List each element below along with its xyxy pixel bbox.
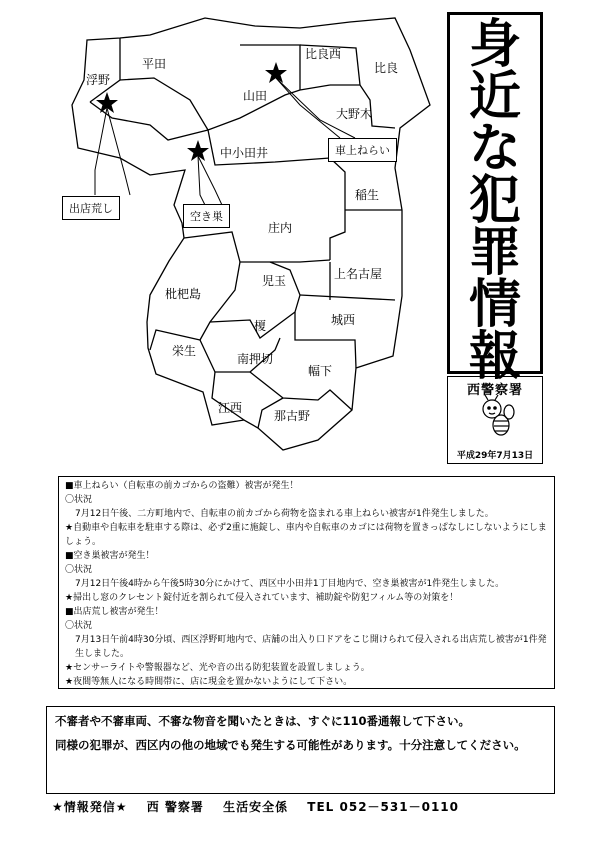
prevention-tip: ★夜間等無人になる時間帯に、店に現金を置かないようにして下さい。	[65, 677, 353, 687]
title-char: 犯	[468, 171, 521, 231]
footer-section: 生活安全係	[223, 800, 289, 814]
incident-description: 7月12日午後、二方町地内で、自転車の前カゴから荷物を盗まれる車上ねらい被害が1件発生しました。	[75, 509, 494, 519]
district-nakaotai: 中小田井	[220, 146, 269, 160]
district-josei: 城西	[331, 313, 356, 327]
status-label: 〇状況	[65, 495, 93, 505]
district-biwajima: 枇杷島	[165, 287, 202, 301]
prevention-tip: ★センサーライトや警報器など、光や音の出る防犯装置を設置しましょう。	[65, 663, 370, 673]
station-name: 西警察署	[466, 383, 523, 398]
district-eisei: 栄生	[172, 344, 197, 358]
district-kodama: 児玉	[262, 274, 287, 288]
district-konishi: 江西	[218, 401, 243, 415]
district-shonai: 庄内	[268, 221, 293, 235]
footer	[52, 798, 552, 815]
district-hira: 比良	[374, 61, 399, 75]
footer-tel: TEL 052－531－0110	[307, 800, 460, 814]
title-char: な	[468, 119, 521, 179]
incident-description: 7月13日午前4時30分頃、西区浮野町地内で、店舗の出入り口ドアをこじ開けられて侵入される出店荒し被害が1件発生しました。	[75, 635, 547, 659]
prevention-tip: ★掃出し窓のクレセント錠付近を割られて侵入されています、補助錠や防犯フィルム等の対策を！	[65, 593, 459, 603]
district-hanaguruma: 榎	[254, 319, 267, 333]
issue-date: 平成29年7月13日	[456, 451, 534, 461]
district-nanyo: 南押切	[237, 352, 274, 366]
title-char: 罪	[468, 223, 521, 283]
district-hiraseinishi: 比良西	[305, 47, 342, 61]
title-char: 近	[468, 67, 521, 127]
district-habashita: 幅下	[308, 364, 333, 378]
notice-box	[46, 706, 555, 794]
district-yamada: 山田	[243, 89, 268, 103]
status-label: 〇状況	[65, 621, 93, 631]
district-nagono: 那古野	[274, 409, 311, 423]
incident-details	[58, 476, 555, 689]
incident-star-shatenerai	[265, 62, 287, 83]
title-char: 身	[468, 15, 521, 75]
footer-issuer: ★情報発信★	[52, 800, 128, 814]
incident-heading: ■出店荒し被害が発生！	[65, 607, 164, 617]
station-badge	[447, 376, 543, 464]
incident-description: 7月12日午後4時から午後5時30分にかけて、西区中小田井1丁目地内で、空き巣被害が1件発生しました。	[75, 579, 505, 589]
district-map	[0, 0, 440, 470]
district-onogi: 大野木	[336, 107, 373, 121]
prevention-tip: ★自動車や自転車を駐車する際は、必ず2重に施錠し、車内や自転車のカゴには荷物を置きっぱなしにしないようにしましょう。	[65, 523, 547, 547]
title-box	[447, 12, 543, 387]
district-kaminagoya: 上名古屋	[334, 267, 383, 281]
district-inafu: 稲生	[355, 188, 380, 202]
callout-shatenerai: 車上ねらい	[328, 138, 397, 162]
status-label: 〇状況	[65, 565, 93, 575]
mascot-bee-icon	[476, 395, 516, 441]
notice-line: 不審者や不審車両、不審な物音を聞いたときは、すぐに110番通報して下さい。	[55, 714, 471, 728]
district-ukino: 浮野	[86, 73, 111, 87]
title-char: 報	[468, 327, 521, 387]
district-hirata: 平田	[142, 57, 167, 71]
footer-station: 西 警察署	[146, 800, 204, 814]
incident-heading: ■空き巣被害が発生！	[65, 551, 155, 561]
notice-line: 同様の犯罪が、西区内の他の地域でも発生する可能性があります。十分注意してください。	[55, 738, 526, 752]
incident-heading: ■車上ねらい（自転車の前カゴからの盗難）被害が発生！	[65, 481, 299, 491]
title-char: 情	[468, 275, 521, 335]
callout-akisu: 空き巣	[183, 204, 230, 228]
callout-shutten: 出店荒し	[62, 196, 120, 220]
